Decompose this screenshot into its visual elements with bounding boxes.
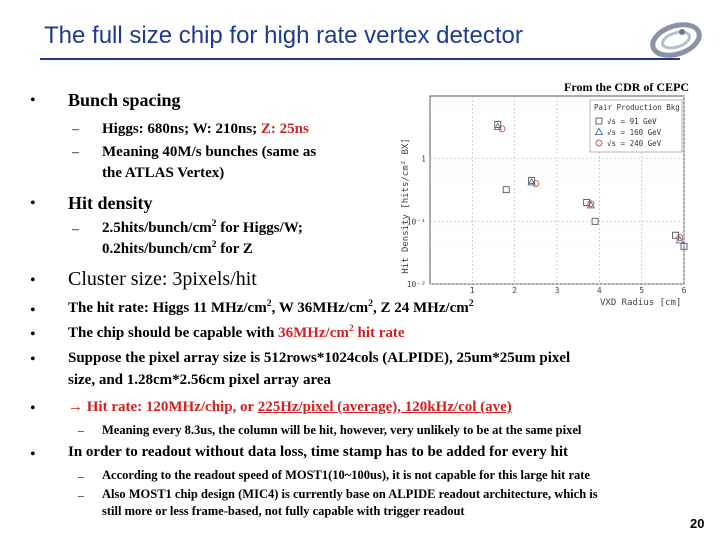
required-hit-rate: [278, 325, 405, 341]
legend-label: √s = 240 GeV: [607, 139, 662, 148]
data-point: [677, 235, 683, 241]
pixel-array-line2: size, and 1.28cm*2.56cm pixel array area: [68, 372, 332, 388]
hit-density-text: 0.2hits/bunch/cm: [102, 241, 212, 257]
bunch-spacing-heading: Bunch spacing: [68, 90, 181, 110]
hit-density-higgs-w: [102, 220, 303, 237]
bullet-marker: •: [30, 272, 36, 289]
page-number: 20: [690, 516, 705, 531]
x-tick-label: 4: [596, 286, 602, 295]
x-tick-label: 5: [639, 286, 645, 295]
hit-rate-value: hit rate: [353, 325, 405, 341]
y-tick-label: 1: [421, 154, 426, 164]
data-point: [503, 187, 509, 193]
y-tick-label: 10⁻²: [406, 280, 426, 289]
legend-label: √s = 91 GeV: [607, 117, 657, 126]
hit-rate-part: , Z 24 MHz/cm: [372, 300, 469, 316]
column-hit-note: Meaning every 8.3us, the column will be hit, however, very unlikely to be at the same pixel: [102, 423, 582, 437]
y-axis-label: Hit Density [hits/cm² BX]: [401, 138, 411, 274]
dash-marker: –: [78, 423, 84, 437]
legend-title: Pair Production Bkg: [594, 103, 680, 112]
hit-density-text: for Higgs/W;: [216, 220, 303, 236]
bullet-marker: •: [30, 326, 36, 343]
title-divider: [40, 58, 680, 60]
hit-rate-value: 36MHz/cm: [278, 325, 349, 341]
cepc-logo-icon: [644, 18, 704, 62]
bullet-marker: •: [30, 92, 36, 109]
dash-marker: –: [78, 469, 84, 483]
bunch-meaning-line1: Meaning 40M/s bunches (same as: [102, 144, 317, 160]
bunch-spacing-values: [102, 121, 309, 138]
bunch-values-text: Higgs: 680ns; W: 210ns;: [102, 121, 261, 137]
x-tick-label: 3: [554, 286, 560, 295]
bunch-meaning-line2: the ATLAS Vertex): [102, 165, 225, 181]
superscript: 2: [211, 239, 217, 250]
hit-density-chart: [392, 88, 692, 310]
readout-architecture-line1: Also MOST1 chip design (MIC4) is currently base on ALPIDE readout architecture, which is: [102, 487, 598, 501]
superscript: 2: [368, 298, 373, 309]
data-point: [499, 126, 505, 132]
y-tick-label: 10⁻¹: [406, 217, 426, 227]
chip-capability-text: [68, 325, 405, 342]
hit-rate-per-pixel: 225Hz/pixel (average), 120kHz/col (ave): [257, 399, 512, 415]
hit-density-text: for Z: [216, 241, 253, 257]
hit-density-text: 2.5hits/bunch/cm: [102, 220, 212, 236]
source-note: From the CDR of CEPC: [564, 80, 690, 94]
dash-marker: –: [72, 222, 79, 237]
superscript: 2: [266, 298, 272, 309]
readout-text: In order to readout without data loss, time stamp has to be added for every hit: [68, 444, 569, 460]
readout-speed-note: According to the readout speed of MOST1(10~100us), it is not capable for this large hit rate: [102, 468, 590, 482]
capability-text: The chip should be capable with: [68, 325, 279, 341]
hit-rate-result: [68, 399, 512, 416]
bullet-marker: •: [30, 400, 36, 417]
hit-rate-result-text: → Hit rate: 120MHz/chip, or: [68, 399, 258, 415]
hit-density-heading: Hit density: [68, 193, 153, 213]
legend-label: √s = 160 GeV: [607, 128, 662, 137]
z-spacing-highlight: Z: 25ns: [260, 121, 309, 137]
slide-title: The full size chip for high rate vertex detector: [44, 22, 523, 49]
hit-rate-part: , W 36MHz/cm: [271, 300, 369, 316]
x-tick-label: 6: [681, 286, 687, 295]
hit-rate-part: The hit rate: Higgs 11 MHz/cm: [68, 300, 267, 316]
pixel-array-line1: Suppose the pixel array size is 512rows*1024cols (ALPIDE), 25um*25um pixel: [68, 350, 571, 366]
bullet-marker: •: [30, 351, 36, 368]
superscript: 2: [348, 323, 354, 334]
bullet-marker: •: [30, 446, 36, 463]
bullet-marker: •: [30, 302, 36, 319]
cluster-size-text: Cluster size: 3pixels/hit: [68, 268, 257, 290]
x-axis-label: VXD Radius [cm]: [600, 298, 682, 308]
superscript: 2: [468, 298, 474, 309]
dash-marker: –: [72, 122, 79, 137]
bullet-marker: •: [30, 195, 36, 212]
superscript: 2: [211, 218, 217, 229]
dash-marker: –: [72, 145, 79, 160]
x-tick-label: 2: [512, 286, 518, 295]
dash-marker: –: [78, 488, 84, 502]
x-tick-label: 1: [469, 286, 475, 295]
hit-density-z: [102, 241, 253, 258]
readout-architecture-line2: still more or less frame-based, not fully capable with trigger readout: [102, 504, 465, 518]
